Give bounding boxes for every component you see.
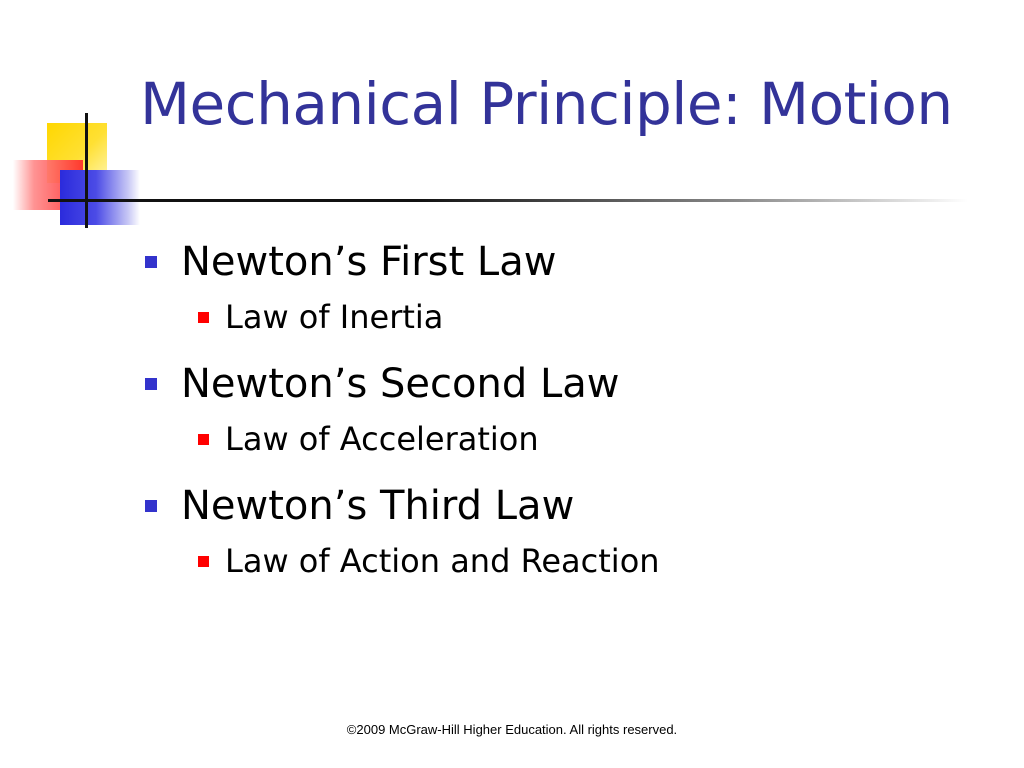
copyright-footer xyxy=(0,722,1024,737)
sub-bullet-label: Law of Inertia xyxy=(225,298,444,336)
bullet-item-third-law xyxy=(145,480,965,532)
square-bullet-icon xyxy=(198,556,209,567)
square-bullet-icon xyxy=(198,312,209,323)
title-underline-rule xyxy=(48,199,968,202)
sub-bullet-item-inertia xyxy=(145,288,965,346)
square-bullet-icon xyxy=(145,378,157,390)
vertical-rule xyxy=(85,113,88,228)
sub-bullet-label: Law of Action and Reaction xyxy=(225,542,660,580)
bullet-label: Newton’s Third Law xyxy=(181,483,575,529)
bullet-item-second-law xyxy=(145,358,965,410)
square-bullet-icon xyxy=(198,434,209,445)
square-bullet-icon xyxy=(145,500,157,512)
sub-bullet-label: Law of Acceleration xyxy=(225,420,539,458)
bullet-list xyxy=(145,236,965,602)
square-bullet-icon xyxy=(145,256,157,268)
sub-bullet-item-acceleration xyxy=(145,410,965,468)
bullet-item-first-law xyxy=(145,236,965,288)
sub-bullet-item-action-reaction xyxy=(145,532,965,590)
blue-square-icon xyxy=(60,170,140,225)
bullet-label: Newton’s First Law xyxy=(181,239,557,285)
footer-text: ©2009 McGraw-Hill Higher Education. All rights reserved. xyxy=(346,722,678,737)
bullet-label: Newton’s Second Law xyxy=(181,361,620,407)
slide-title: Mechanical Principle: Motion xyxy=(140,70,953,138)
